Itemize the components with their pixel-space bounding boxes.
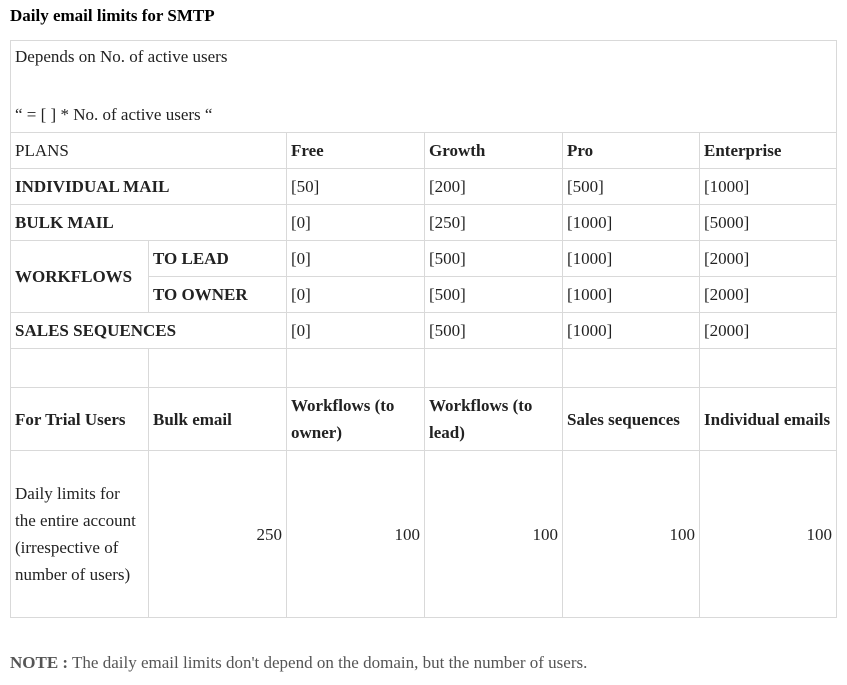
spacer-row — [11, 349, 837, 388]
table-cell: [250] — [425, 205, 563, 241]
page-title: Daily email limits for SMTP — [10, 6, 215, 25]
empty-cell — [563, 349, 700, 388]
empty-cell — [425, 349, 563, 388]
trial-header-workflows-owner: Workflows (to owner) — [287, 388, 425, 451]
sub-row-label: TO OWNER — [149, 277, 287, 313]
empty-cell — [11, 349, 149, 388]
table-cell: [0] — [287, 277, 425, 313]
trial-limits-row — [11, 451, 837, 618]
trial-header-row — [11, 388, 837, 451]
table-cell: [1000] — [563, 277, 700, 313]
table-cell: [0] — [287, 241, 425, 277]
row-label: INDIVIDUAL MAIL — [11, 169, 287, 205]
table-cell: [5000] — [700, 205, 837, 241]
plan-pro-header: Pro — [563, 133, 700, 169]
table-cell: [1000] — [563, 241, 700, 277]
table-cell: [500] — [425, 313, 563, 349]
empty-cell — [700, 349, 837, 388]
table-cell: [2000] — [700, 277, 837, 313]
sales-sequences-row — [11, 313, 837, 349]
plan-growth-header: Growth — [425, 133, 563, 169]
trial-header-individual: Individual emails — [700, 388, 837, 451]
table-cell: [200] — [425, 169, 563, 205]
table-cell: [1000] — [563, 205, 700, 241]
table-cell: [2000] — [700, 313, 837, 349]
table-cell: [1000] — [563, 313, 700, 349]
plans-header-row — [11, 133, 837, 169]
table-cell: [500] — [425, 241, 563, 277]
trial-header-label: For Trial Users — [11, 388, 149, 451]
table-cell: [0] — [287, 205, 425, 241]
trial-header-bulk: Bulk email — [149, 388, 287, 451]
bulk-mail-row — [11, 205, 837, 241]
row-label: SALES SEQUENCES — [11, 313, 287, 349]
intro-cell — [11, 41, 837, 133]
note — [10, 653, 587, 673]
table-cell: [1000] — [700, 169, 837, 205]
table-cell: 250 — [149, 451, 287, 618]
workflows-to-lead-row — [11, 241, 837, 277]
intro-line-1: Depends on No. of active users — [15, 47, 228, 66]
note-text: The daily email limits don't depend on the domain, but the number of users. — [72, 653, 588, 672]
intro-row — [11, 41, 837, 133]
individual-mail-row — [11, 169, 837, 205]
intro-line-2: “ = [ ] * No. of active users “ — [15, 105, 213, 124]
table-cell: [50] — [287, 169, 425, 205]
table-cell: 100 — [563, 451, 700, 618]
table-cell: 100 — [700, 451, 837, 618]
table-cell: [2000] — [700, 241, 837, 277]
table-cell: [500] — [563, 169, 700, 205]
note-label: NOTE : — [10, 653, 69, 672]
sub-row-label: TO LEAD — [149, 241, 287, 277]
table-cell: 100 — [425, 451, 563, 618]
trial-header-workflows-lead: Workflows (to lead) — [425, 388, 563, 451]
plan-free-header: Free — [287, 133, 425, 169]
plan-enterprise-header: Enterprise — [700, 133, 837, 169]
plans-header-cell: PLANS — [11, 133, 287, 169]
table-cell: [0] — [287, 313, 425, 349]
trial-header-sales-sequences: Sales sequences — [563, 388, 700, 451]
workflows-label: WORKFLOWS — [11, 241, 149, 313]
email-limits-table — [10, 40, 837, 618]
row-label: BULK MAIL — [11, 205, 287, 241]
table-cell: [500] — [425, 277, 563, 313]
trial-row-label: Daily limits for the entire account (irrespective of number of users) — [11, 451, 149, 618]
empty-cell — [287, 349, 425, 388]
empty-cell — [149, 349, 287, 388]
table-cell: 100 — [287, 451, 425, 618]
